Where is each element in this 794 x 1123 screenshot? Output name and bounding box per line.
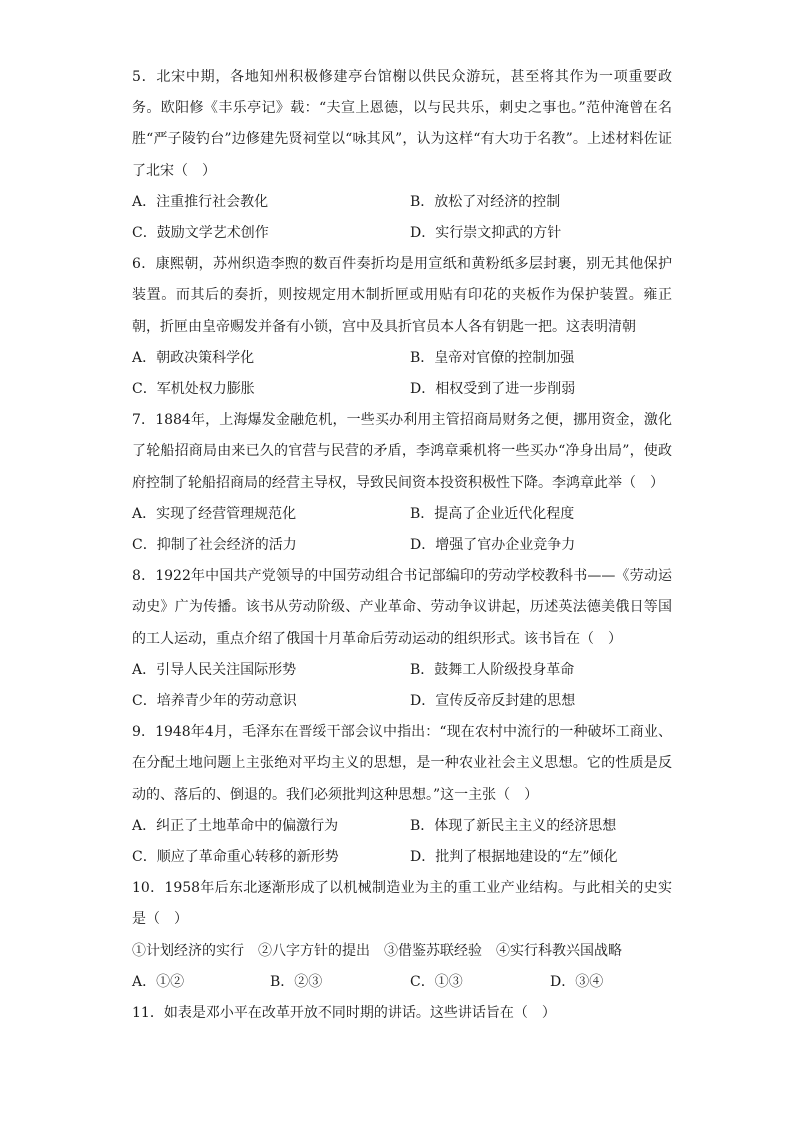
option-c[interactable]: C．军机处权力膨胀 (132, 380, 255, 397)
option-a[interactable]: A．朝政决策科学化 (132, 349, 255, 366)
statement-list: ①计划经济的实行 ②八字方针的提出 ③借鉴苏联经验 ④实行科教兴国战略 (132, 942, 622, 959)
option-row (132, 967, 672, 998)
option-b[interactable]: B．体现了新民主主义的经济思想 (410, 817, 617, 834)
option-d[interactable]: D．宣传反帝反封建的思想 (410, 692, 576, 709)
question-11 (132, 998, 672, 1029)
option-d[interactable]: D．批判了根据地建设的“左”倾化 (410, 848, 618, 865)
question-stem: 8．1922年中国共产党领导的中国劳动组合书记部编印的劳动学校教科书——《劳动运动史》广为传播。该书从劳动阶级、产业革命、劳动争议讲起，历述英法德美俄日等国的工人运动，重点介绍了俄国十月革命后劳动运动的组织形式。该书旨在（ ） (132, 568, 672, 647)
option-row (132, 343, 672, 374)
question-7 (132, 405, 672, 561)
option-a[interactable]: A．纠正了土地革命中的偏激行为 (132, 817, 339, 834)
question-5 (132, 62, 672, 249)
question-6 (132, 249, 672, 405)
question-stem: 11．如表是邓小平在改革开放不同时期的讲话。这些讲话旨在（ ） (132, 1004, 556, 1021)
option-b[interactable]: B．皇帝对官僚的控制加强 (410, 349, 575, 366)
option-c[interactable]: C．①③ (410, 973, 463, 990)
option-c[interactable]: C．抑制了社会经济的活力 (132, 536, 297, 553)
option-row (132, 187, 672, 218)
question-list (132, 62, 672, 1029)
option-b[interactable]: B．放松了对经济的控制 (410, 193, 561, 210)
question-8 (132, 561, 672, 717)
option-b[interactable]: B．②③ (270, 973, 323, 990)
option-c[interactable]: C．鼓励文学艺术创作 (132, 225, 269, 241)
option-row (132, 655, 672, 686)
option-a[interactable]: A．引导人民关注国际形势 (132, 661, 297, 678)
question-stem: 7．1884年，上海爆发金融危机，一些买办利用主管招商局财务之便，挪用资金，激化了轮船招商局由来已久的官营与民营的矛盾，李鸿章乘机将一些买办“净身出局”，使政府控制了轮船招商局的经营主导权，导致民间资本投资积极性下降。李鸿章此举（ ） (132, 412, 672, 491)
option-row (132, 686, 672, 717)
option-c[interactable]: C．培养青少年的劳动意识 (132, 692, 297, 709)
question-stem: 5．北宋中期，各地知州积极修建亭台馆榭以供民众游玩，甚至将其作为一项重要政务。欧阳修《丰乐亭记》载：“夫宣上恩德，以与民共乐，刺史之事也。”范仲淹曾在名胜“严子陵钓台”边修建先贤祠堂以“咏其风”，认为这样“有大功于名教”。上述材料佐证了北宋（ ） (132, 69, 672, 179)
question-stem: 6．康熙朝，苏州织造李煦的数百件奏折均是用宣纸和黄粉纸多层封裹，别无其他保护装置。而其后的奏折，则按规定用木制折匣或用贴有印花的夹板作为保护装置。雍正朝，折匣由皇帝赐发并备有小锁，宫中及具折官员本人各有钥匙一把。这表明清朝 (132, 256, 672, 335)
option-a[interactable]: A．①② (132, 973, 185, 990)
option-row (132, 842, 672, 873)
question-9 (132, 717, 672, 873)
option-row (132, 811, 672, 842)
option-row (132, 218, 672, 249)
option-row (132, 374, 672, 405)
question-10 (132, 873, 672, 998)
option-d[interactable]: D．③④ (550, 973, 604, 990)
option-d[interactable]: D．相权受到了进一步削弱 (410, 380, 576, 397)
option-d[interactable]: D．实行崇文抑武的方针 (410, 225, 562, 241)
option-a[interactable]: A．实现了经营管理规范化 (132, 505, 297, 522)
option-b[interactable]: B．提高了企业近代化程度 (410, 505, 575, 522)
option-b[interactable]: B．鼓舞工人阶级投身革命 (410, 661, 575, 678)
option-d[interactable]: D．增强了官办企业竞争力 (410, 536, 576, 553)
option-c[interactable]: C．顺应了革命重心转移的新形势 (132, 848, 339, 865)
option-row (132, 530, 672, 561)
question-stem: 9．1948年4月，毛泽东在晋绥干部会议中指出：“现在农村中流行的一种破坏工商业、在分配土地问题上主张绝对平均主义的思想，是一种农业社会主义思想。它的性质是反动的、落后的、倒退的。我们必须批判这种思想。”这一主张（ ） (132, 724, 672, 803)
option-a[interactable]: A．注重推行社会教化 (132, 193, 269, 210)
question-stem: 10．1958年后东北逐渐形成了以机械制造业为主的重工业产业结构。与此相关的史实是（ ） (132, 880, 672, 928)
option-row (132, 499, 672, 530)
